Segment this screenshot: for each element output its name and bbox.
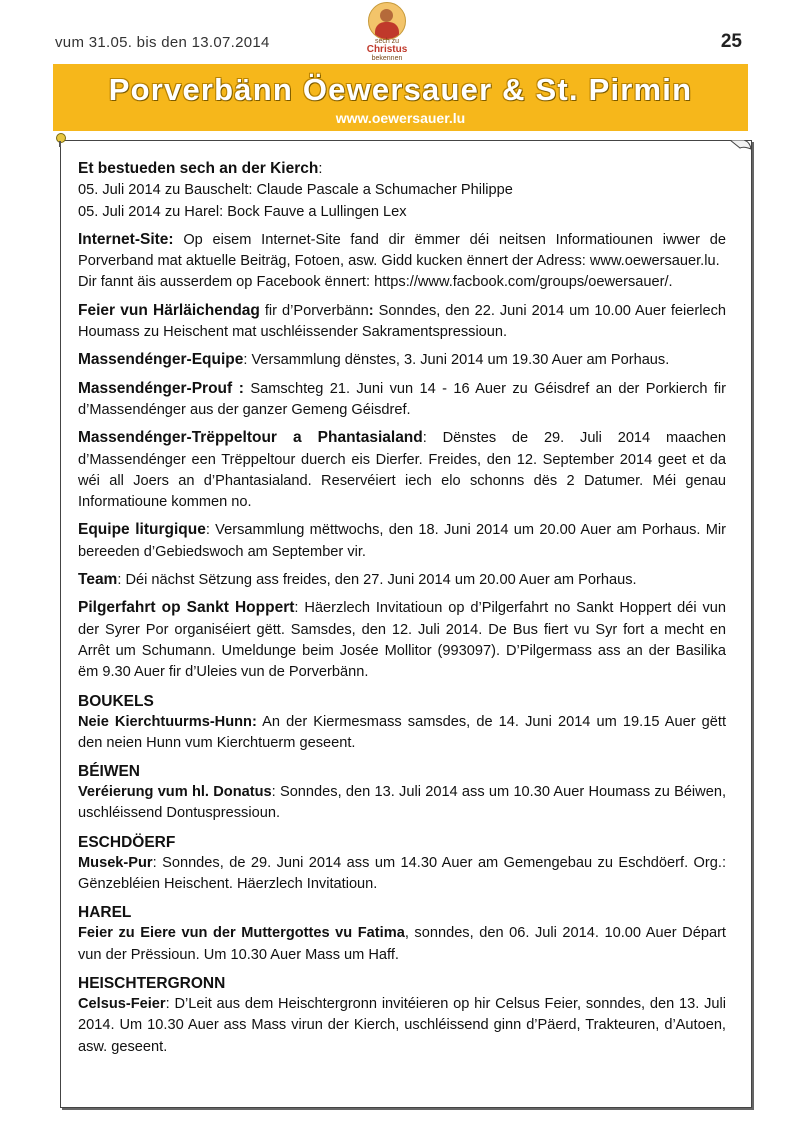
pushpin-icon: [55, 133, 65, 147]
place-heading-harel: HAREL: [78, 904, 132, 922]
treppeltour-title: Massendénger-Trëppeltour a Phantasialand: [78, 429, 423, 447]
beiwen-title: Veréierung vum hl. Donatus: [78, 784, 272, 801]
heischtergronn-title: Celsus-Feier: [78, 995, 166, 1012]
article-content: [78, 158, 726, 1058]
logo-text-line1: sech zu: [374, 38, 400, 45]
internet-section: Internet-Site: Op eisem Internet-Site fand dir ëmmer déi neitsen Informatiounen iwwer de Porverband mat aktuelle Beiträg, Fotoen, asw. Gidd kucken ënnert der Adress: www.oewersauer.lu.: [78, 230, 726, 270]
logo-text-line3: bekennen: [371, 55, 403, 62]
boukels-entry: Neie Kierchtuurms-Hunn: An der Kiermesmass samsdes, de 14. Juni 2014 um 19.15 Auer gëtt den neien Hunn vum Kierchtuerm geseent.: [78, 713, 727, 751]
place-heading-boukels: BOUKELS: [78, 692, 154, 710]
title-banner: [53, 64, 748, 131]
team-title: Team: [78, 571, 118, 589]
weddings-title: Et bestueden sech an der Kierch: [78, 160, 319, 177]
heischtergronn-entry: Celsus-Feier: D’Leit aus dem Heischtergronn invitéieren op hir Celsus Feier, sonndes, den 13. Juli 2014. Um 10.30 Auer ass Mass virun der Kierch, uschléissend ginn d’Päerd, Trakteuren, d’Autoen, asw. geseent.: [78, 995, 726, 1055]
logo: [352, 2, 422, 62]
pilgerfahrt-title: Pilgerfahrt op Sankt Hoppert: [78, 599, 295, 617]
banner-url: www.oewersauer.lu: [335, 110, 466, 126]
logo-emblem-icon: [368, 2, 406, 40]
page-curl-icon: [730, 140, 752, 158]
harel-title: Feier zu Eiere vun der Muttergottes vu Fatima: [78, 925, 405, 942]
wedding-entry: 05. Juli 2014 zu Bauschelt: Claude Pascale a Schumacher Philippe: [78, 182, 513, 199]
place-heading-heischtergronn: HEISCHTERGRONN: [78, 974, 226, 992]
boukels-title: Neie Kierchtuurms-Hunn:: [78, 713, 257, 730]
banner-title: Porverbänn Öewersauer & St. Pirmin: [108, 72, 693, 107]
equipe-liturgique-section: Equipe liturgique: Versammlung mëttwochs, den 18. Juni 2014 um 20.00 Auer am Porhaus. Mir bereeden d’Gebiedswoch am September vir.: [78, 521, 726, 560]
equipe-liturgique-title: Equipe liturgique: [78, 521, 206, 539]
date-range: vum 31.05. bis den 13.07.2014: [55, 34, 270, 51]
massendenger-equipe-section: Massendénger-Equipe: Versammlung dënstes, 3. Juni 2014 um 19.30 Auer am Porhaus.: [78, 351, 670, 369]
treppeltour-section: Massendénger-Trëppeltour a Phantasialand: Dënstes de 29. Juli 2014 maachen d’Massendénger een Trëppeltour duerch eis Dierfer. Freides, den 12. September 2014 geet et da wéi all Joers an d’Phantasialand. Reservéiert iech elo schonns dës 2 Datumer. Méi genau Informatioune kommen no.: [78, 429, 726, 511]
feier-title: Feier vun Härläichendag: [78, 301, 260, 319]
page-number: 25: [720, 31, 742, 52]
eschdoerf-title: Musek-Pur: [78, 854, 153, 871]
massendenger-prouf-title: Massendénger-Prouf :: [78, 379, 244, 397]
weddings-section: Et bestueden sech an der Kierch:: [78, 160, 323, 177]
internet-title: Internet-Site:: [78, 230, 174, 248]
feier-section: Feier vun Härläichendag fir d’Porverbänn: Sonndes, den 22. Juni 2014 um 10.00 Auer feierlech Houmass zu Heischent mat uschléissender Sakramentspressioun.: [78, 301, 726, 341]
place-heading-beiwen: BÉIWEN: [78, 763, 140, 781]
massendenger-prouf-section: Massendénger-Prouf : Samschteg 21. Juni vun 14 - 16 Auer zu Géisdref an der Porkierch fir d’Massendénger aus der ganzer Gemeng Géisdref.: [78, 379, 726, 418]
page-header: [0, 0, 800, 62]
massendenger-equipe-title: Massendénger-Equipe: [78, 351, 244, 369]
beiwen-entry: Veréierung vum hl. Donatus: Sonndes, den 13. Juli 2014 ass um 10.30 Auer Houmass zu Béiwen, uschléissend Dontuspressioun.: [78, 784, 726, 822]
harel-entry: Feier zu Eiere vun der Muttergottes vu Fatima, sonndes, den 06. Juli 2014. 10.00 Auer Départ vun der Prëssioun. Um 10.30 Auer Mass um Haff.: [78, 925, 726, 963]
place-heading-eschdoerf: ESCHDÖERF: [78, 833, 176, 851]
logo-text-line2: Christus: [366, 44, 408, 55]
facebook-line: Dir fannt äis ausserdem op Facebook ënnert: https://www.facbook.com/groups/oewersauer/.: [78, 274, 673, 291]
team-section: Team: Déi nächst Sëtzung ass freides, den 27. Juni 2014 um 20.00 Auer am Porhaus.: [78, 571, 637, 589]
eschdoerf-entry: Musek-Pur: Sonndes, de 29. Juni 2014 ass um 14.30 Auer am Gemengebau zu Eschdöerf. Org.: Gënzebléien Heischent. Häerzlech Invitatioun.: [78, 854, 726, 893]
wedding-entry: 05. Juli 2014 zu Harel: Bock Fauve a Lullingen Lex: [78, 203, 407, 220]
pilgerfahrt-section: Pilgerfahrt op Sankt Hoppert: Häerzlech Invitatioun op d’Pilgerfahrt no Sankt Hoppert déi vun der Syrer Por organiséiert gëtt. Samsdes, den 12. Juli 2014. De Bus fiert vu Syr fort a mecht en Arrêt um Schumann. Umeldunge beim Josée Mollitor (993097). D’Pilgermass ass an der Basilika ëm 9.30 Auer fir d’Uleies vun de Porverbänn.: [78, 599, 726, 681]
